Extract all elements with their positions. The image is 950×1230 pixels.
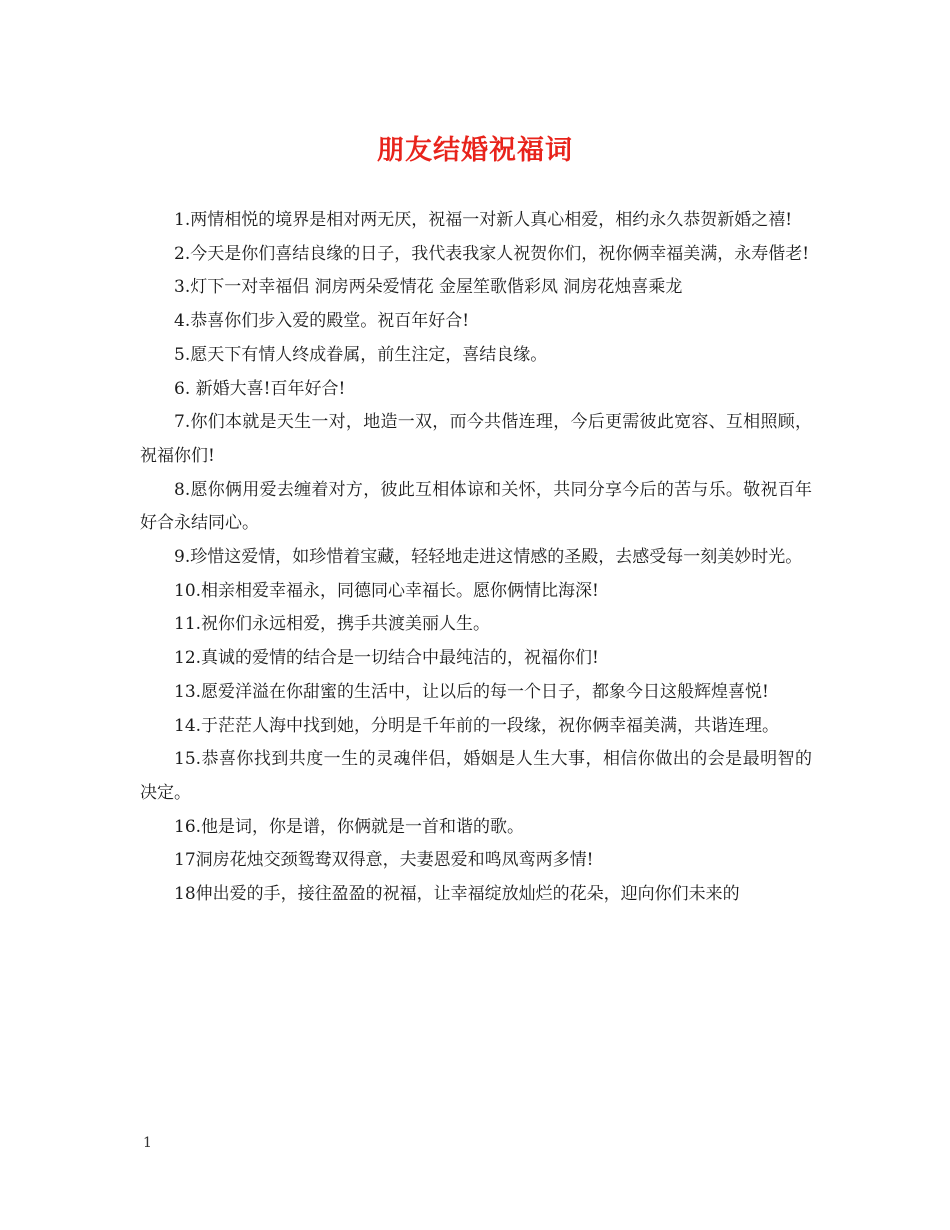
paragraph: 4.恭喜你们步入爱的殿堂。祝百年好合! bbox=[174, 311, 470, 332]
paragraph: 13.愿爱洋溢在你甜蜜的生活中，让以后的每一个日子，都象今日这般辉煌喜悦! bbox=[174, 681, 769, 702]
paragraph: 2.今天是你们喜结良缘的日子，我代表我家人祝贺你们，祝你俩幸福美满，永寿偕老! bbox=[174, 243, 810, 264]
page-title: 朋友结婚祝福词 bbox=[377, 135, 573, 166]
paragraph: 12.真诚的爱情的结合是一切结合中最纯洁的，祝福你们! bbox=[174, 648, 599, 669]
page-number: 1 bbox=[143, 1135, 152, 1151]
paragraph: 1.两情相悦的境界是相对两无厌，祝福一对新人真心相爱，相约永久恭贺新婚之禧! bbox=[174, 210, 793, 230]
paragraph: 14.于茫茫人海中找到她，分明是千年前的一段缘，祝你俩幸福美满，共谐连理。 bbox=[174, 715, 780, 736]
document-body bbox=[140, 204, 812, 912]
paragraph: 9.珍惜这爱情，如珍惜着宝藏，轻轻地走进这情感的圣殿，去感受每一刻美妙时光。 bbox=[174, 547, 803, 568]
paragraph: 10.相亲相爱幸福永，同德同心幸福长。愿你俩情比海深! bbox=[174, 580, 599, 601]
paragraph: 18伸出爱的手，接往盈盈的祝福，让幸福绽放灿烂的花朵，迎向你们未来的 bbox=[174, 884, 740, 905]
paragraph: 6. 新婚大喜!百年好合! bbox=[174, 378, 346, 399]
paragraph: 15.恭喜你找到共度一生的灵魂伴侣，婚姻是人生大事，相信你做出的会是最明智的决定。 bbox=[140, 749, 812, 803]
paragraph: 8.愿你俩用爱去缠着对方，彼此互相体谅和关怀，共同分享今后的苦与乐。敬祝百年好合永结同心。 bbox=[140, 479, 812, 534]
paragraph: 17洞房花烛交颈鸳鸯双得意，夫妻恩爱和鸣凤鸾两多情! bbox=[174, 850, 594, 871]
paragraph: 3.灯下一对幸福侣 洞房两朵爱情花 金屋笙歌偕彩凤 洞房花烛喜乘龙 bbox=[174, 277, 683, 298]
paragraph: 7.你们本就是天生一对，地造一双，而今共偕连理，今后更需彼此宽容、互相照顾，祝福你们! bbox=[140, 412, 812, 466]
paragraph: 5.愿天下有情人终成眷属，前生注定，喜结良缘。 bbox=[174, 344, 548, 365]
paragraph: 16.他是词，你是谱，你俩就是一首和谐的歌。 bbox=[174, 816, 525, 837]
paragraph: 11.祝你们永远相爱，携手共渡美丽人生。 bbox=[174, 614, 491, 635]
